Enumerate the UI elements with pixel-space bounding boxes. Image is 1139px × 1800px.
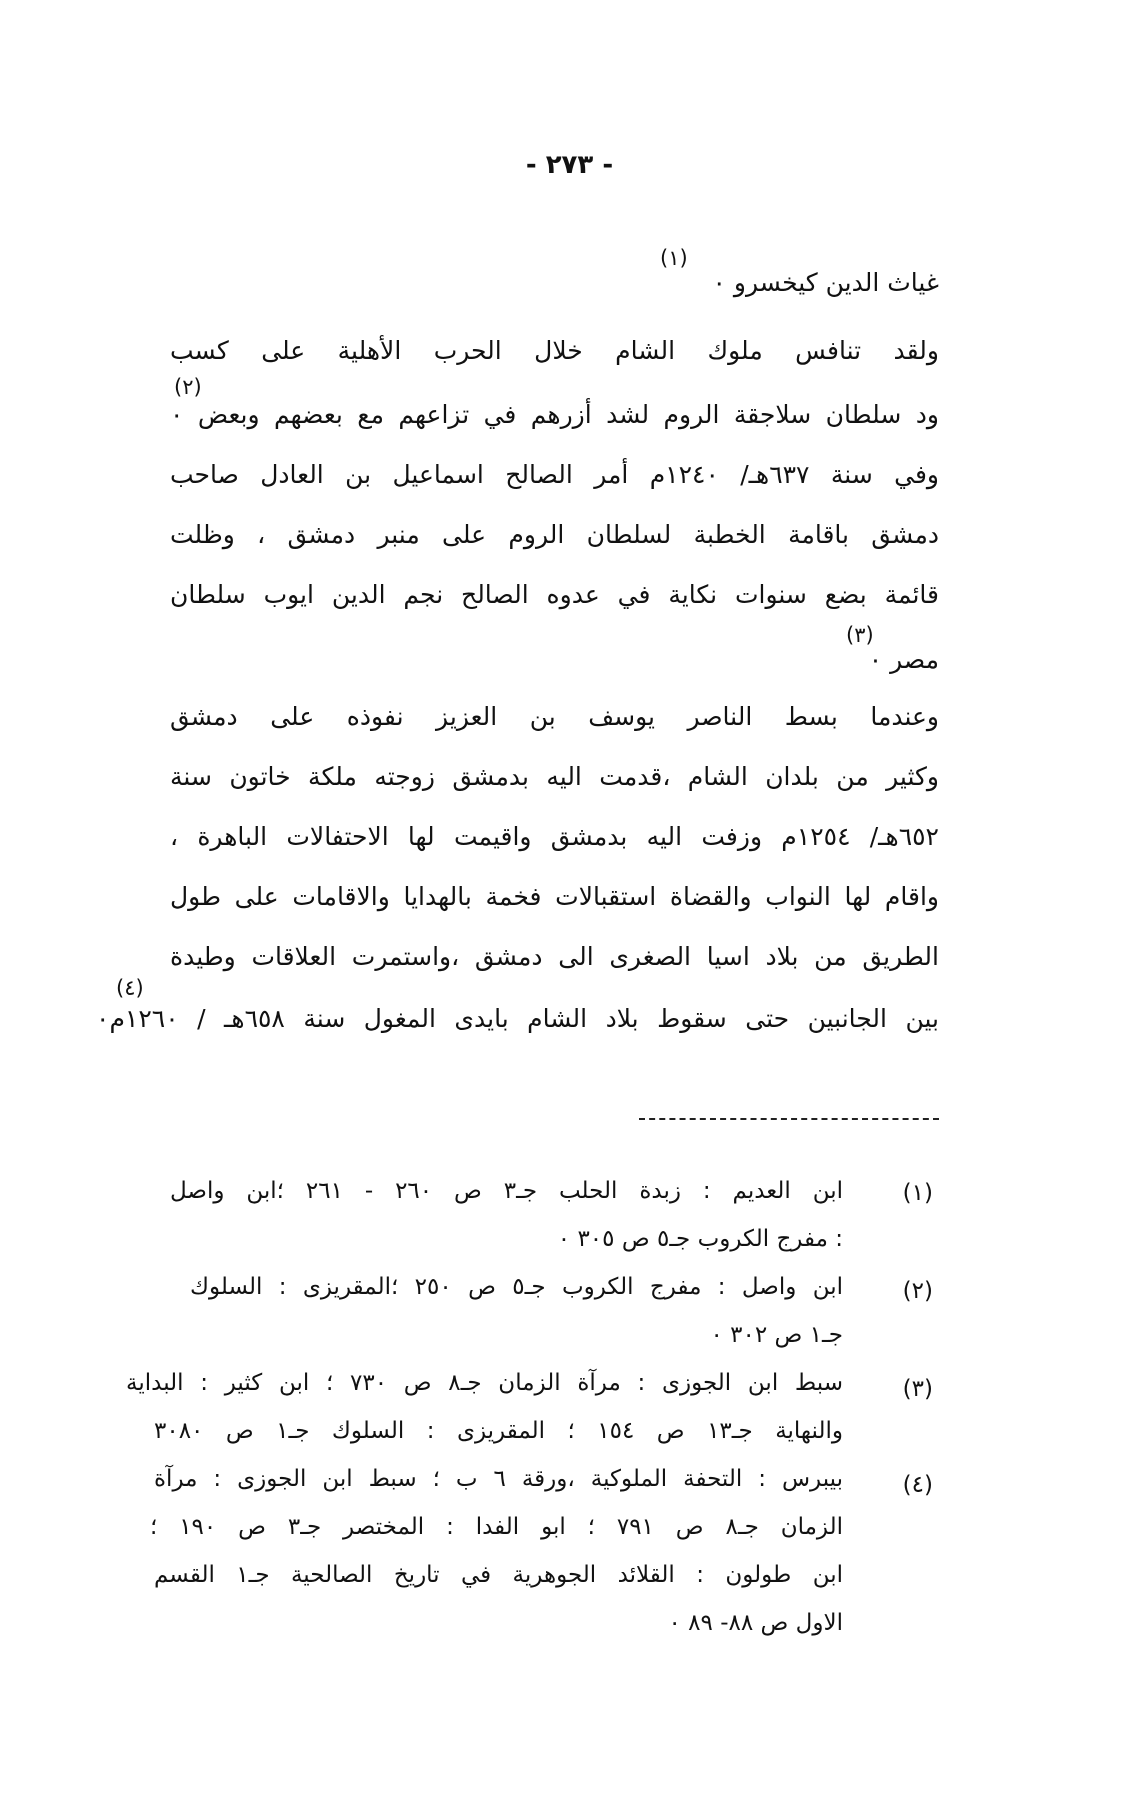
body-line: الطريق من بلاد اسيا الصغرى الى دمشق ،واستمرت العلاقات وطيدة bbox=[170, 942, 939, 971]
body-line: غياث الدين كيخسرو ٠ bbox=[712, 268, 939, 297]
body-line: ٦٥٢هـ/ ١٢٥٤م وزفت اليه بدمشق واقيمت لها الاحتفالات الباهرة ، bbox=[170, 822, 939, 851]
body-line: دمشق باقامة الخطبة لسلطان الروم على منبر دمشق ، وظلت bbox=[170, 520, 939, 549]
body-line: وفي سنة ٦٣٧هـ/ ١٢٤٠م أمر الصالح اسماعيل بن العادل صاحب bbox=[170, 460, 939, 489]
footnote-separator bbox=[639, 1118, 939, 1120]
footnote-line: ابن واصل : مفرج الكروب جـ٥ ص ٢٥٠ ؛المقريزى : السلوك bbox=[190, 1274, 844, 1300]
body-line: وعندما بسط الناصر يوسف بن العزيز نفوذه على دمشق bbox=[170, 702, 939, 731]
body-line: واقام لها النواب والقضاة استقبالات فخمة بالهدايا والاقامات على طول bbox=[170, 882, 939, 911]
footnote-line: جـ١ ص ٣٠٢ ٠ bbox=[710, 1322, 843, 1348]
footnote-line: ابن العديم : زبدة الحلب جـ٣ ص ٢٦٠ - ٢٦١ ؛ابن واصل bbox=[170, 1178, 843, 1204]
footnote-line: ابن طولون : القلائد الجوهرية في تاريخ الصالحية جـ١ القسم bbox=[154, 1562, 843, 1588]
footnote-line: : مفرج الكروب جـ٥ ص ٣٠٥ ٠ bbox=[557, 1226, 843, 1252]
footnote-marker: (٢) bbox=[174, 375, 202, 399]
footnote-number: (٤) bbox=[902, 1472, 933, 1498]
footnote-number: (١) bbox=[902, 1180, 933, 1206]
footnote-line: سبط ابن الجوزى : مرآة الزمان جـ٨ ص ٧٣٠ ؛ ابن كثير : البداية bbox=[126, 1370, 843, 1396]
page-number: - ٢٧٣ - bbox=[525, 150, 614, 180]
footnote-marker: (٤) bbox=[116, 976, 144, 1000]
footnote-line: الاول ص ٨٨- ٨٩ ٠ bbox=[668, 1610, 843, 1636]
body-line: ولقد تنافس ملوك الشام خلال الحرب الأهلية على كسب bbox=[170, 336, 939, 365]
footnote-marker: (٣) bbox=[846, 623, 874, 647]
body-line: ود سلطان سلاجقة الروم لشد أزرهم في تزاعهم مع بعضهم وبعض ٠ bbox=[170, 400, 939, 429]
footnote-number: (٢) bbox=[902, 1278, 933, 1304]
footnote-number: (٣) bbox=[902, 1376, 933, 1402]
body-line: بين الجانبين حتى سقوط بلاد الشام بايدى المغول سنة ٦٥٨هـ / ١٢٦٠م٠ bbox=[96, 1004, 940, 1033]
footnote-marker: (١) bbox=[660, 246, 688, 270]
body-line: مصر ٠ bbox=[868, 645, 939, 674]
footnote-line: والنهاية جـ١٣ ص ١٥٤ ؛ المقريزى : السلوك جـ١ ص ٣٠٨٠ bbox=[154, 1418, 843, 1444]
body-line: وكثير من بلدان الشام ،قدمت اليه بدمشق زوجته ملكة خاتون سنة bbox=[170, 762, 939, 791]
footnote-line: الزمان جـ٨ ص ٧٩١ ؛ ابو الفدا : المختصر جـ٣ ص ١٩٠ ؛ bbox=[150, 1514, 844, 1540]
body-line: قائمة بضع سنوات نكاية في عدوه الصالح نجم الدين ايوب سلطان bbox=[170, 580, 939, 609]
footnote-line: بيبرس : التحفة الملوكية ،ورقة ٦ ب ؛ سبط ابن الجوزى : مرآة bbox=[154, 1466, 843, 1492]
